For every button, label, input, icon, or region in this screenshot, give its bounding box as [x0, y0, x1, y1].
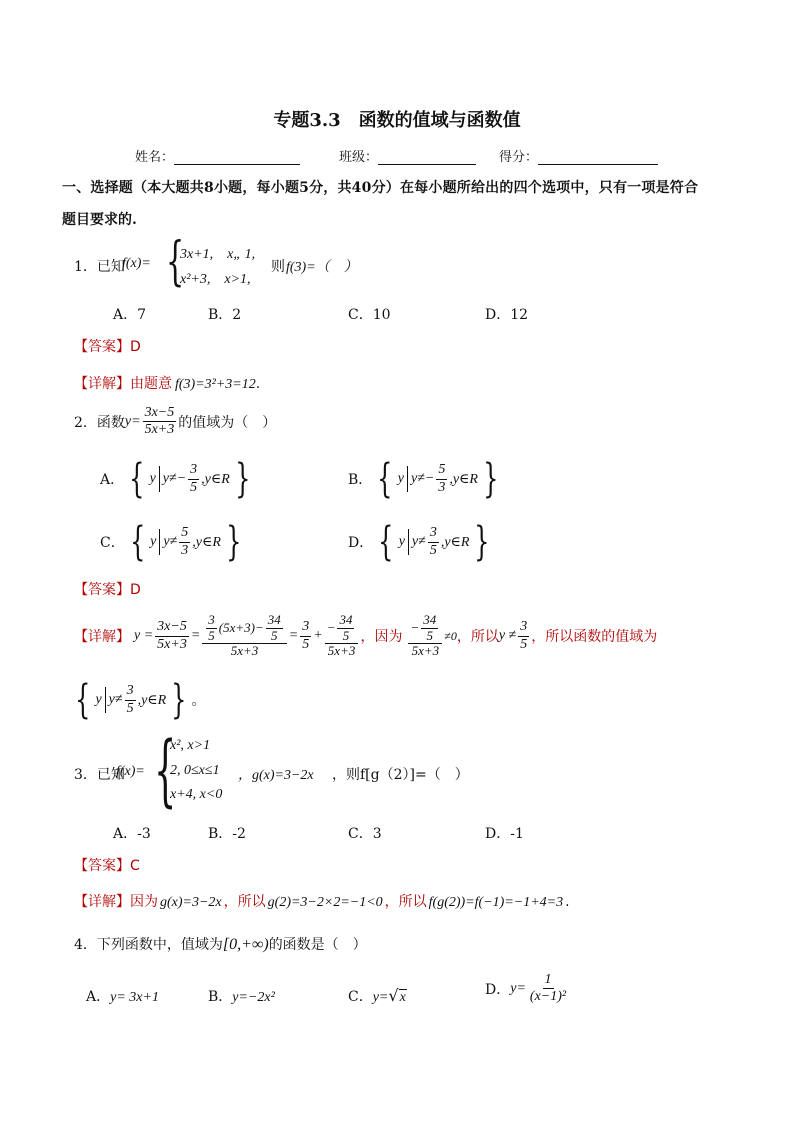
set-tail: ,y∈R — [192, 534, 221, 550]
set-var: y — [397, 471, 404, 486]
name-label-text: 姓名： — [135, 150, 175, 165]
set-var: y — [150, 534, 157, 549]
detail-end: 。 — [191, 693, 206, 709]
option-expr: y= — [372, 990, 389, 1005]
set-frac — [188, 462, 199, 495]
name-field[interactable] — [174, 149, 300, 165]
q2-fraction — [143, 405, 177, 438]
detail-label: 【详解】 — [74, 629, 130, 645]
score-label-text: 得分： — [499, 150, 539, 165]
set-close-brace: } — [234, 456, 251, 502]
set-tail: ,y∈R — [201, 471, 230, 487]
section-heading-line2: 题目要求的. — [62, 212, 137, 228]
option-frac — [528, 972, 568, 1005]
page-title: 专题3.3 函数的值域与函数值 — [273, 110, 521, 131]
detail-so: ，所以 — [456, 629, 499, 645]
set-open-brace: { — [129, 456, 145, 502]
set-tail: ,y∈R — [449, 471, 478, 487]
detail-eq2: = — [288, 628, 299, 643]
q3-case1: x², x>1 — [170, 738, 211, 753]
detail-neq0: ≠0 — [444, 628, 457, 643]
q3-answer — [74, 855, 140, 875]
q4-option-c[interactable] — [348, 986, 407, 1006]
q2-option-a[interactable] — [100, 456, 255, 502]
set-sign: ≠ — [418, 534, 426, 549]
q1-fx: f(x)= — [122, 256, 151, 271]
set-frac — [436, 462, 447, 495]
frac-den: (x−1)² — [529, 989, 567, 1005]
q1-option-b[interactable]: B．2 — [208, 307, 242, 323]
detail-frac4: − $\frac{34}{5}$ 5x+3 — [325, 613, 359, 660]
q2-detail — [74, 606, 657, 666]
detail-frac2: $\frac{3}{5}$ (5x+3)− $\frac{34}{5}$ 5x+3 — [202, 613, 286, 660]
detail-frac3: $\frac{3}{5}$ — [302, 619, 310, 652]
detail-math-2: g(2)=3−2×2=−1<0 — [267, 895, 383, 910]
option-label: A． — [86, 989, 111, 1005]
detail-text-4: . — [565, 894, 570, 910]
q2-y: y= — [124, 413, 141, 429]
q2-stem — [74, 405, 276, 438]
frac-num: 1 — [543, 972, 554, 989]
detail-frac1: $\frac{3x-5}{5x+3}$ — [157, 619, 187, 652]
score-label — [499, 146, 658, 165]
section-heading-line1: 一、选择题（本大题共8小题，每小题5分，共40分）在每小题所给出的四个选项中，只有一项是符合 — [62, 180, 699, 196]
set-var: y — [95, 692, 102, 707]
q2-option-d[interactable] — [348, 519, 495, 565]
answer-value: C — [130, 858, 140, 874]
detail-text-3: ，所以 — [384, 894, 427, 910]
q1-option-c[interactable]: C．10 — [348, 307, 391, 323]
set-bar — [159, 529, 160, 555]
set-tail: ,y∈R — [440, 534, 470, 550]
q2-den: 5x+3 — [144, 422, 175, 438]
set-var: y — [149, 471, 156, 486]
class-label-text: 班级： — [339, 150, 379, 165]
set-var2: y — [411, 534, 419, 549]
detail-frac5: − $\frac{34}{5}$ 5x+3 — [408, 613, 442, 660]
set-sign: ≠− — [169, 471, 187, 486]
q2-c-label: C． — [100, 535, 125, 551]
detail-label: 【详解】 — [74, 894, 130, 910]
option-expr: y= — [510, 980, 526, 996]
class-field[interactable] — [378, 149, 476, 165]
class-label — [339, 146, 476, 165]
set-frac — [179, 525, 190, 558]
detail-yneq: y ≠ — [498, 628, 517, 643]
q3-g: ，g(x)=3−2x — [238, 768, 314, 783]
q3-case3: x+4, x<0 — [170, 787, 223, 802]
detail-plus: + — [313, 628, 323, 643]
set-den: 5 — [429, 542, 437, 558]
q4-stem — [74, 934, 367, 954]
detail-eq: = — [190, 628, 201, 643]
q1-ask: f(3)=（ ） — [286, 260, 358, 275]
set-num: 3 — [428, 525, 439, 542]
detail-frac6: $\frac{3}{5}$ — [520, 619, 528, 652]
sqrt-icon: √ — [388, 986, 399, 1005]
q1-prefix: 1．已知 — [74, 259, 125, 275]
set-open-brace: { — [75, 677, 91, 723]
q3-option-b[interactable]: B．-2 — [208, 826, 246, 842]
option-label: C． — [348, 989, 373, 1005]
option-expr: y= 3x+1 — [110, 990, 159, 1005]
option-label: D． — [485, 981, 511, 998]
set-sign: ≠ — [169, 534, 178, 549]
detail-y: y = — [134, 628, 154, 643]
q4-option-b[interactable] — [208, 986, 275, 1006]
set-bar — [159, 466, 160, 492]
set-open-brace: { — [377, 456, 393, 502]
score-field[interactable] — [538, 149, 658, 165]
set-den: 3 — [438, 479, 446, 495]
q1-case1: 3x+1, x„ 1, — [180, 247, 256, 262]
q4-interval: [0,+∞) — [222, 936, 269, 953]
detail-end: . — [255, 376, 261, 392]
set-frac — [428, 525, 439, 558]
q3-option-d[interactable]: D．-1 — [485, 826, 524, 842]
option-expr: y=−2x² — [232, 990, 275, 1005]
answer-label: 【答案】 — [74, 858, 130, 874]
answer-value: D — [130, 582, 141, 598]
q4-prefix: 4．下列函数中，值域为 — [74, 937, 223, 953]
detail-math-1: g(x)=3−2x — [160, 895, 222, 910]
set-close-brace: } — [483, 456, 499, 502]
q2-option-b[interactable] — [348, 456, 503, 502]
set-sign: ≠− — [417, 471, 435, 486]
detail-text-2: ，所以 — [223, 894, 266, 910]
q2-suffix: 的值域为（ ） — [178, 414, 277, 431]
answer-label: 【答案】 — [74, 339, 130, 355]
q2-prefix: 2．函数 — [74, 414, 125, 431]
set-bar — [105, 687, 106, 713]
detail-math: f(3)=3²+3=12 — [175, 377, 256, 392]
set-den: 5 — [190, 479, 198, 495]
detail-because: ，因为 — [360, 629, 403, 645]
q1-case2: x²+3, x>1, — [180, 272, 251, 287]
answer-value: D — [130, 339, 141, 355]
set-var2: y — [108, 692, 115, 707]
option-label: B． — [208, 989, 233, 1005]
q1-option-d[interactable]: D．12 — [485, 307, 529, 323]
set-open-brace: { — [129, 519, 146, 565]
set-num: 5 — [179, 525, 190, 542]
q3-brace: { — [154, 726, 177, 816]
q2-answer — [74, 579, 141, 599]
q1-option-a[interactable]: A．7 — [113, 307, 147, 323]
q3-option-a[interactable]: A．-3 — [113, 826, 151, 842]
q3-prefix: 3．已知 — [74, 767, 125, 783]
set-tail: ,y∈R — [137, 692, 167, 708]
q1-detail — [74, 373, 260, 393]
q2-option-c[interactable] — [100, 519, 246, 565]
q4-option-d[interactable] — [485, 972, 570, 1005]
detail-text-1: 因为 — [130, 894, 158, 910]
q1-answer — [74, 336, 141, 356]
q3-ask: ，则f[g（2）]=（ ） — [332, 767, 469, 783]
set-close-brace: } — [474, 519, 490, 565]
set-num: 3 — [188, 462, 199, 479]
q3-fx: f(x)= — [116, 764, 145, 779]
q4-suffix: 的函数是（ ） — [268, 937, 367, 953]
q2-detail-range: { y y ≠ $\frac{3}{5}$ ,y∈R } 。 — [75, 677, 206, 723]
q2-d-label: D． — [348, 535, 374, 551]
q2-a-label: A． — [100, 472, 125, 488]
q4-option-a[interactable] — [86, 986, 159, 1006]
name-label — [135, 146, 300, 165]
option-radicand: x — [399, 990, 406, 1005]
set-bar — [408, 529, 409, 555]
q3-case2: 2, 0≤x≤1 — [170, 763, 220, 778]
q2-b-label: B． — [348, 472, 373, 488]
detail-label: 【详解】 — [74, 376, 130, 392]
set-var2: y — [163, 534, 170, 549]
set-var2: y — [162, 471, 170, 486]
set-frac: $\frac{3}{5}$ — [126, 683, 134, 716]
set-bar — [407, 466, 408, 492]
detail-text: 由题意 — [130, 376, 172, 392]
set-var: y — [398, 534, 405, 549]
q1-brace: { — [166, 232, 185, 292]
detail-math-3: f(g(2))=f(−1)=−1+4=3 — [428, 895, 564, 910]
q3-detail — [74, 891, 570, 911]
detail-so2: ，所以函数的值域为 — [531, 629, 658, 645]
q1-after: 则 — [271, 259, 285, 275]
set-open-brace: { — [378, 519, 394, 565]
q2-num: 3x−5 — [143, 405, 177, 422]
answer-label: 【答案】 — [74, 582, 130, 598]
set-var2: y — [410, 471, 418, 486]
set-den: 3 — [181, 542, 189, 558]
set-num: 5 — [436, 462, 447, 479]
set-close-brace: } — [226, 519, 242, 565]
set-close-brace: } — [171, 677, 187, 723]
q3-option-c[interactable]: C．3 — [348, 826, 382, 842]
